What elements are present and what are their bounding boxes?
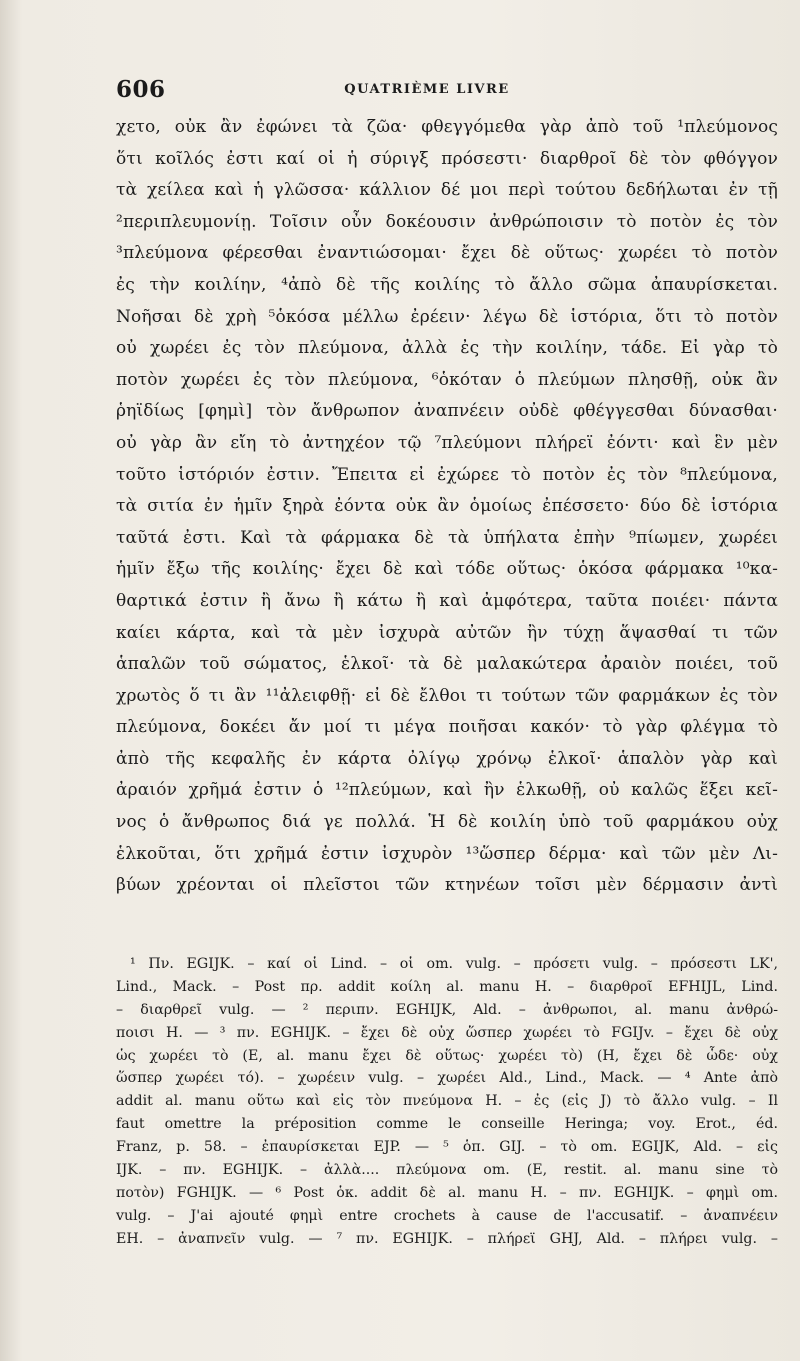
text-line: θαρτικά ἐστιν ἢ ἄνω ἢ κάτω ἢ καὶ ἀμφότερα, ταῦτα ποιέει· πάντα (116, 590, 778, 611)
footnote-line: IJK. – πν. EGHIJK. – ἀλλὰ.... πλεύμονα om. (E, restit. al. manu sine τὸ (116, 1162, 778, 1179)
text-line: Νοῆσαι δὲ χρὴ ⁵ὁκόσα μέλλω ἐρέειν· λέγω δὲ ἱστόρια, ὅτι τὸ ποτὸν (116, 306, 778, 327)
footnote-line: ὡς χωρέει τὸ (E, al. manu ἔχει δὲ οὕτως· χωρέει τὸ) (H, ἔχει δὲ ὧδε· οὐχ (116, 1047, 778, 1064)
text-line: οὐ γὰρ ἂν εἴη τὸ ἀντηχέον τῷ ⁷πλεύμονι πλήρεϊ ἐόντι· καὶ ἓν μὲν (116, 432, 778, 453)
main-text (116, 112, 778, 902)
text-line: ὅτι κοῖλός ἐστι καί οἱ ἡ σύριγξ πρόσεστι· διαρθροῖ δὲ τὸν φθόγγον (116, 148, 778, 169)
footnote-line: ὥσπερ χωρέει τό). – χωρέειν vulg. – χωρέει Ald., Lind., Mack. — ⁴ Ante ἀπὸ (116, 1070, 778, 1087)
text-line: ἐς τὴν κοιλίην, ⁴ἀπὸ δὲ τῆς κοιλίης τὸ ἄλλο σῶμα ἀπαυρίσκεται. (116, 274, 778, 295)
text-line: ἡμῖν ἔξω τῆς κοιλίης· ἔχει δὲ καὶ τόδε οὕτως· ὁκόσα φάρμακα ¹⁰κα- (116, 559, 778, 580)
text-line: βύων χρέονται οἱ πλεῖστοι τῶν κτηνέων τοῖσι μὲν δέρμασιν ἀντὶ (116, 875, 778, 896)
text-line: τοῦτο ἱστόριόν ἐστιν. Ἔπειτα εἰ ἐχώρεε τὸ ποτὸν ἐς τὸν ⁸πλεύμονα, (116, 464, 778, 485)
text-line: πλεύμονα, δοκέει ἄν μοί τι μέγα ποιῆσαι κακόν· τὸ γὰρ φλέγμα τὸ (116, 717, 778, 738)
footnote-line: addit al. manu οὕτω καὶ εἰς τὸν πνεύμονα H. – ἐς (εἰς J) τὸ ἄλλο vulg. – Il (116, 1093, 778, 1110)
text-line: ταῦτά ἐστι. Καὶ τὰ φάρμακα δὲ τὰ ὑπήλατα ἐπὴν ⁹πίωμεν, χωρέει (116, 527, 778, 548)
text-line: ἁπαλῶν τοῦ σώματος, ἑλκοῖ· τὰ δὲ μαλακώτερα ἀραιὸν ποιέει, τοῦ (116, 654, 778, 675)
footnote-line: – διαρθρεῖ vulg. — ² περιπν. EGHIJK, Ald. – ἀνθρωποι, al. manu ἀνθρώ- (116, 1001, 778, 1018)
text-line: καίει κάρτα, καὶ τὰ μὲν ἰσχυρὰ αὐτῶν ἢν τύχῃ ἅψασθαί τι τῶν (116, 622, 778, 643)
footnote-line: ¹ Πν. EGIJK. – καί οἱ Lind. – οἱ om. vulg. – πρόσετι vulg. – πρόσεστι LK', (130, 956, 778, 972)
text-line: ²περιπλευμονίῃ. Τοῖσιν οὖν δοκέουσιν ἀνθρώποισιν τὸ ποτὸν ἐς τὸν (116, 211, 778, 232)
footnote-line: Franz, p. 58. – ἐπαυρίσκεται EJP. — ⁵ ὁπ. GIJ. – τὸ om. EGIJK, Ald. – εἰς (116, 1139, 778, 1156)
text-line: χρωτὸς ὅ τι ἂν ¹¹ἀλειφθῇ· εἰ δὲ ἔλθοι τι τούτων τῶν φαρμάκων ἐς τὸν (116, 685, 778, 706)
text-line: χετο, οὐκ ἂν ἐφώνει τὰ ζῶα· φθεγγόμεθα γὰρ ἀπὸ τοῦ ¹πλεύμονος (116, 117, 778, 137)
text-line: τὰ σιτία ἐν ἡμῖν ξηρὰ ἐόντα οὐκ ἂν ὁμοίως ἐπέσσετο· δύο δὲ ἱστόρια (116, 496, 778, 517)
text-line: ³πλεύμονα φέρεσθαι ἐναντιώσομαι· ἔχει δὲ οὕτως· χωρέει τὸ ποτὸν (116, 243, 778, 264)
footnote-line: EH. – ἀναπνεῖν vulg. — ⁷ πν. EGHIJK. – πλήρεϊ GHJ, Ald. – πλήρει vulg. – (116, 1230, 778, 1247)
page-header (116, 76, 738, 106)
text-line: ἀραιόν χρῆμά ἐστιν ὁ ¹²πλεύμων, καὶ ἢν ἑλκωθῇ, οὐ καλῶς ἕξει κεῖ- (116, 780, 778, 801)
text-line: ἑλκοῦται, ὅτι χρῆμά ἐστιν ἰσχυρὸν ¹³ὥσπερ δέρμα· καὶ τῶν μὲν Λι- (116, 843, 778, 864)
text-line: ποτὸν χωρέει ἐς τὸν πλεύμονα, ⁶ὁκόταν ὁ πλεύμων πλησθῇ, οὐκ ἂν (116, 369, 778, 390)
text-line: νος ὁ ἄνθρωπος διά γε πολλά. Ἡ δὲ κοιλίη ὑπὸ τοῦ φαρμάκου οὐχ (116, 812, 778, 833)
running-head: QUATRIÈME LIVRE (344, 82, 510, 97)
page-number: 606 (116, 76, 166, 103)
text-line: οὐ χωρέει ἐς τὸν πλεύμονα, ἀλλὰ ἐς τὴν κοιλίην, τάδε. Εἰ γὰρ τὸ (116, 338, 778, 359)
text-line: ἀπὸ τῆς κεφαλῆς ἐν κάρτα ὀλίγῳ χρόνῳ ἑλκοῖ· ἁπαλὸν γὰρ καὶ (116, 748, 778, 769)
footnote-line: vulg. – J'ai ajouté φημὶ entre crochets à cause de l'accusatif. – ἀναπνέειν (116, 1207, 778, 1224)
footnote-line: ποτὸν) FGHIJK. — ⁶ Post ὁκ. addit δὲ al. manu H. – πν. EGHIJK. – φημὶ om. (116, 1184, 778, 1201)
footnote-line: Lind., Mack. – Post πρ. addit κοίλη al. manu H. – διαρθροῖ EFHIJL, Lind. (116, 978, 778, 995)
footnote-line: faut omettre la préposition comme le conseille Heringa; voy. Erot., éd. (116, 1116, 778, 1133)
footnotes (116, 953, 778, 1251)
text-line: ῥηϊδίως [φημὶ] τὸν ἄνθρωπον ἀναπνέειν οὐδὲ φθέγγεσθαι δύνασθαι· (116, 401, 778, 422)
text-line: τὰ χείλεα καὶ ἡ γλῶσσα· κάλλιον δέ μοι περὶ τούτου δεδήλωται ἐν τῇ (116, 180, 778, 201)
footnote-line: ποισι H. — ³ πν. EGHIJK. – ἔχει δὲ οὐχ ὥσπερ χωρέει τὸ FGIJv. – ἔχει δὲ οὐχ (116, 1024, 778, 1041)
